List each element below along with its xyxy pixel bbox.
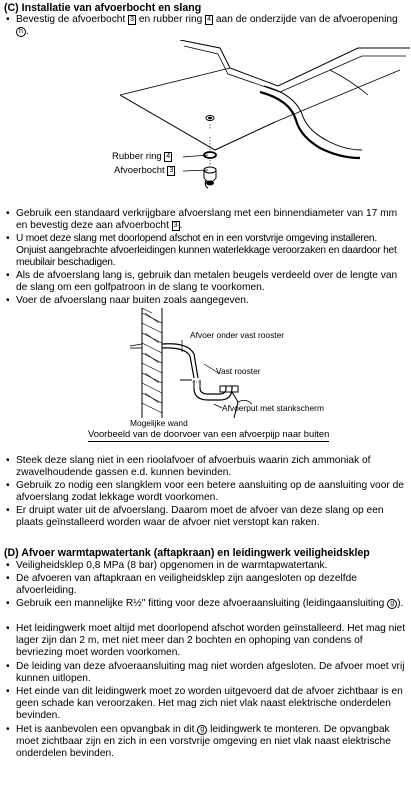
ref-badge: 3 (130, 16, 135, 23)
section-d-heading: (D) Afvoer warmtapwatertank (aftapkraan) en leidingwerk veiligheidsklep (4, 547, 370, 559)
bullet-dot: • (6, 14, 10, 25)
drain-bend-label: Afvoerbocht 3 (114, 165, 174, 176)
ref-circle: h (16, 27, 26, 37)
bullet-drip-tray: • Het is aanbevolen een opvangbak in dit g leidingwerk te monteren. De opvangbak moet zichtbaar zijn en zich in een vorstvrije omgeving en niet vlak naast elektrische onderdelen bevinden. (6, 724, 391, 760)
bullet-route-outside: • Voer de afvoerslang naar buiten zoals aangegeven. (6, 295, 249, 306)
rubber-ring-label: Rubber ring 4 (112, 151, 171, 162)
bullet-same-drain: • De afvoeren van aftapkraan en veiligheidsklep zijn aangesloten op dezelfde afvoerleiding. (6, 573, 357, 597)
fixed-grate-label: Vast rooster (216, 366, 261, 376)
bullet-not-closed: • De leiding van deze afvoeraansluiting mag niet worden afgesloten. De afvoer moet vrij kunnen uitlopen. (6, 661, 405, 685)
figure2-caption: Voorbeeld van de doorvoer van een afvoerpijp naar buiten (88, 428, 329, 442)
bullet-piping-slope: • Het leidingwerk moet altijd met doorlopend afschot worden geïnstalleerd. Het mag niet lager zijn dan 2 m, met niet meer dan 2 bochten en ophoping van condens of bevriezing moet worden voorkomen. (6, 623, 406, 659)
ref-badge: 4 (207, 16, 212, 23)
section-c-heading: (C) Installatie van afvoerbocht en slang (4, 2, 202, 14)
ref-badge: 4 (166, 153, 171, 160)
ref-circle: g (197, 725, 207, 735)
intro-bullet (6, 14, 406, 38)
bullet-hose-clamp: • Gebruik zo nodig een slangklem voor een betere aansluiting op de aansluiting voor de afvoerslang zodat lekkage wordt voorkomen. (6, 480, 404, 504)
bullet-visible-end: • Het einde van dit leidingwerk moet zo worden uitgevoerd dat de afvoer zichtbaar is en geen schade kan veroorzaken. Het mag zich niet vlak naast elektrische onderdelen bevinden. (6, 686, 403, 722)
bullet-male-fitting: • Gebruik een mannelijke R½" fitting voor deze afvoeraansluiting (leidingaansluiting g ). (6, 598, 404, 609)
bullet-drip: • Er druipt water uit de afvoerslang. Daarom moet de afvoer van deze slang op een plaats geïnstalleerd worden waar de afvoer niet verstopt kan raken. (6, 505, 384, 529)
bullet-no-sewer: • Steek deze slang niet in een rioolafvoer of afvoerbuis waarin zich ammoniak of zwavelhoudende gassen e.d. kunnen bevinden. (6, 455, 371, 479)
bullet-hose-diameter: • Gebruik een standaard verkrijgbare afvoerslang met een binnendiameter van 17 mm en bevestig deze aan afvoerbocht 3 . (6, 208, 398, 232)
bullet-safety-valve: • Veiligheidsklep 0,8 MPa (8 bar) opgenomen in de warmtapwatertank. (6, 560, 328, 571)
intro-text: Bevestig de afvoerbocht 3 en rubber ring 4 aan de onderzijde van de afvoeropening h . (16, 14, 398, 38)
ref-badge: 3 (173, 222, 178, 230)
ref-circle: g (387, 599, 397, 609)
drain-below-grate-label: Afvoer onder vast rooster (190, 330, 285, 340)
bullet-brackets: • Als de afvoerslang lang is, gebruik dan metalen beugels verdeeld over de lengte van de slang om een golfpatroon in de slang te voorkomen. (6, 270, 398, 294)
leader-lines (180, 150, 220, 180)
ref-badge: 3 (169, 167, 174, 174)
bullet-slope: • U moet deze slang met doorlopend afschot en in een vorstvrije omgeving installeren. Onjuist aangebrachte afvoerleidingen kunnen waterlekkage veroorzaken en daardoor het meubilair beschadigen. (6, 233, 397, 269)
trap-label: Afvoerput met stankscherm (222, 403, 324, 413)
wall-label: Mogelijke wand (130, 418, 188, 428)
